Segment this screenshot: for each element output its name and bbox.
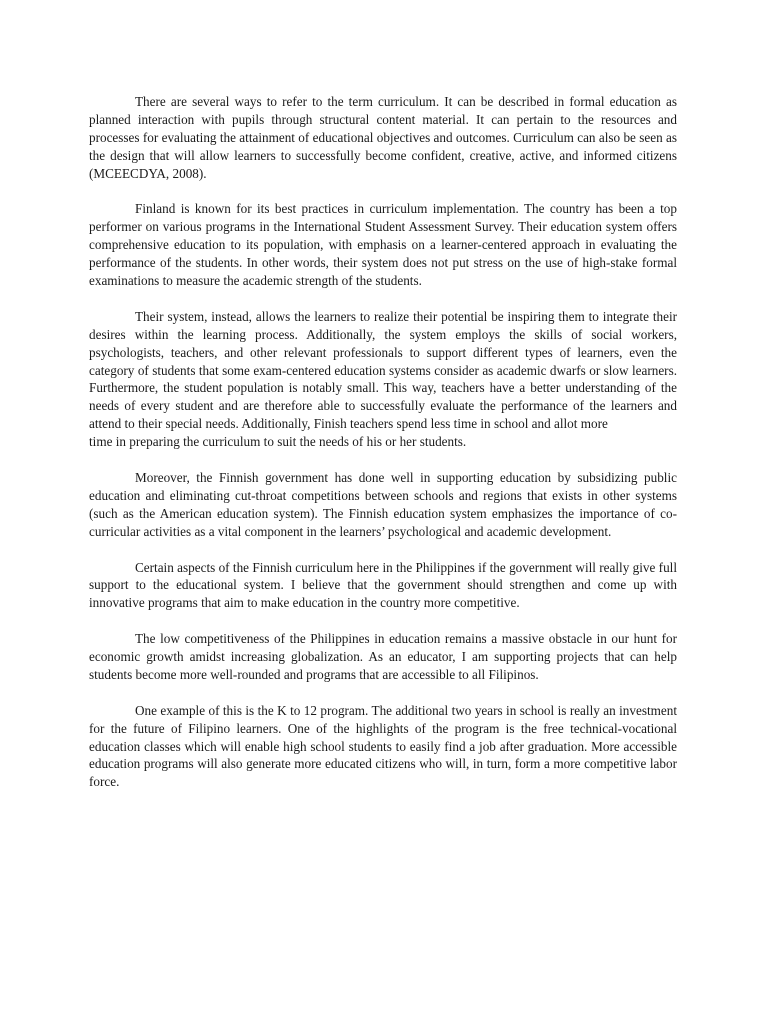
paragraph-k-to-12: One example of this is the K to 12 program. The additional two years in school is really an investment for the future of Filipino learners. One of the highlights of the program is the free technical-vocational education classes which will enable high school students to easily find a job after graduation. More accessible education programs will also generate more educated citizens who will, in turn, form a more competitive labor force.: [89, 702, 677, 790]
paragraph-finland-system-continued: time in preparing the curriculum to suit the needs of his or her students.: [89, 434, 467, 450]
paragraph-finnish-government: Moreover, the Finnish government has done well in supporting education by subsidizing public education and eliminating cut-throat competitions between schools and regions that exists in other systems (such as the American education system). The Finnish education system emphasizes the importance of co-curricular activities as a vital component in the learners’ psychological and academic development.: [89, 469, 677, 539]
paragraph-philippines-aspects: Certain aspects of the Finnish curriculum here in the Philippines if the government will really give full support to the educational system. I believe that the government should strengthen and come up with innovative programs that aim to make education in the country more competitive.: [89, 559, 677, 611]
paragraph-finland-best-practices: Finland is known for its best practices in curriculum implementation. The country has been a top performer on various programs in the International Student Assessment Survey. Their education system offers comprehensive education to its population, with emphasis on a learner-centered approach in evaluating the performance of the students. In other words, their system does not put stress on the use of high-stake formal examinations to measure the academic strength of the students.: [89, 201, 677, 289]
paragraph-finland-system: Their system, instead, allows the learners to realize their potential be inspiring them to integrate their desires within the learning process. Additionally, the system employs the skills of social workers, psychologists, teachers, and other relevant professionals to support different types of learners, even the category of students that some exam-centered education systems consider as academic dwarfs or slow learners. Furthermore, the student population is notably small. This way, teachers have a better understanding of the needs of every student and are therefore able to successfully evaluate the performance of the learners and attend to their special needs. Additionally, Finish teachers spend less time in school and allot more: [89, 308, 677, 432]
paragraph-curriculum-definition: There are several ways to refer to the term curriculum. It can be described in formal education as planned interaction with pupils through structural content material. It can pertain to the resources and processes for evaluating the attainment of educational objectives and outcomes. Curriculum can also be seen as the design that will allow learners to successfully become confident, creative, active, and informed citizens (MCEECDYA, 2008).: [89, 94, 677, 181]
document-page: [89, 93, 677, 791]
paragraph-competitiveness: The low competitiveness of the Philippines in education remains a massive obstacle in our hunt for economic growth amidst increasing globalization. As an educator, I am supporting projects that can help students become more well-rounded and programs that are accessible to all Filipinos.: [89, 631, 677, 682]
